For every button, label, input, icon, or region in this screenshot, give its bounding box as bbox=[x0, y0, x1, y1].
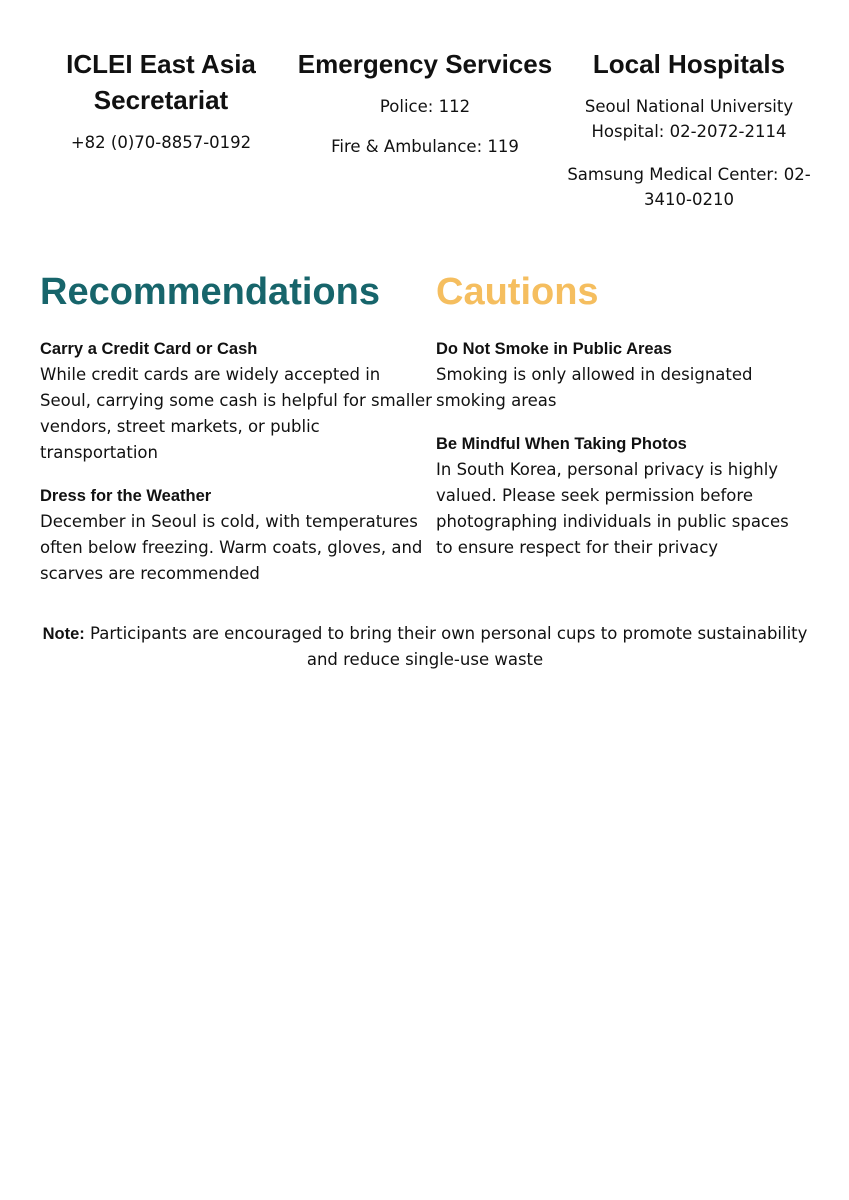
contact-phone: +82 (0)70-8857-0192 bbox=[70, 133, 252, 152]
note bbox=[30, 621, 820, 673]
cautions-title: Cautions bbox=[436, 271, 599, 313]
contact-heading: Local Hospitals bbox=[592, 49, 786, 79]
contact-hospital-snu: Seoul National University Hospital: 02-2072-2114 bbox=[584, 97, 794, 141]
list-item bbox=[436, 431, 808, 561]
list-item bbox=[40, 483, 436, 587]
item-body: Smoking is only allowed in designated smoking areas bbox=[436, 365, 753, 410]
cautions-section bbox=[436, 268, 808, 604]
contact-emergency bbox=[294, 46, 556, 230]
contact-iclei bbox=[30, 46, 292, 230]
item-title: Dress for the Weather bbox=[40, 487, 212, 505]
note-text: Participants are encouraged to bring their own personal cups to promote sustainability and reduce single-use waste bbox=[84, 624, 808, 669]
item-title: Carry a Credit Card or Cash bbox=[40, 340, 258, 358]
contact-police: Police: 112 bbox=[379, 97, 471, 116]
note-label: Note: bbox=[42, 625, 85, 643]
contacts-row bbox=[30, 46, 820, 230]
item-title: Be Mindful When Taking Photos bbox=[436, 435, 687, 453]
item-body: December in Seoul is cold, with temperatures often below freezing. Warm coats, gloves, and scarves are recommended bbox=[40, 512, 423, 583]
list-item bbox=[436, 336, 808, 414]
contact-heading: ICLEI East Asia Secretariat bbox=[66, 49, 256, 115]
item-body: While credit cards are widely accepted in Seoul, carrying some cash is helpful for smaller vendors, street markets, or public transportation bbox=[40, 365, 432, 462]
recommendations-title: Recommendations bbox=[40, 271, 380, 313]
list-item bbox=[40, 336, 436, 466]
recommendations-section bbox=[40, 268, 436, 604]
item-body: In South Korea, personal privacy is highly valued. Please seek permission before photographing individuals in public spaces to ensure respect for their privacy bbox=[436, 460, 789, 557]
contact-hospital-samsung: Samsung Medical Center: 02-3410-0210 bbox=[567, 165, 811, 209]
item-title: Do Not Smoke in Public Areas bbox=[436, 340, 672, 358]
advice-sections bbox=[40, 268, 820, 604]
contact-heading: Emergency Services bbox=[297, 49, 553, 79]
contact-fire-ambulance: Fire & Ambulance: 119 bbox=[331, 137, 519, 156]
contact-hospitals bbox=[558, 46, 820, 230]
